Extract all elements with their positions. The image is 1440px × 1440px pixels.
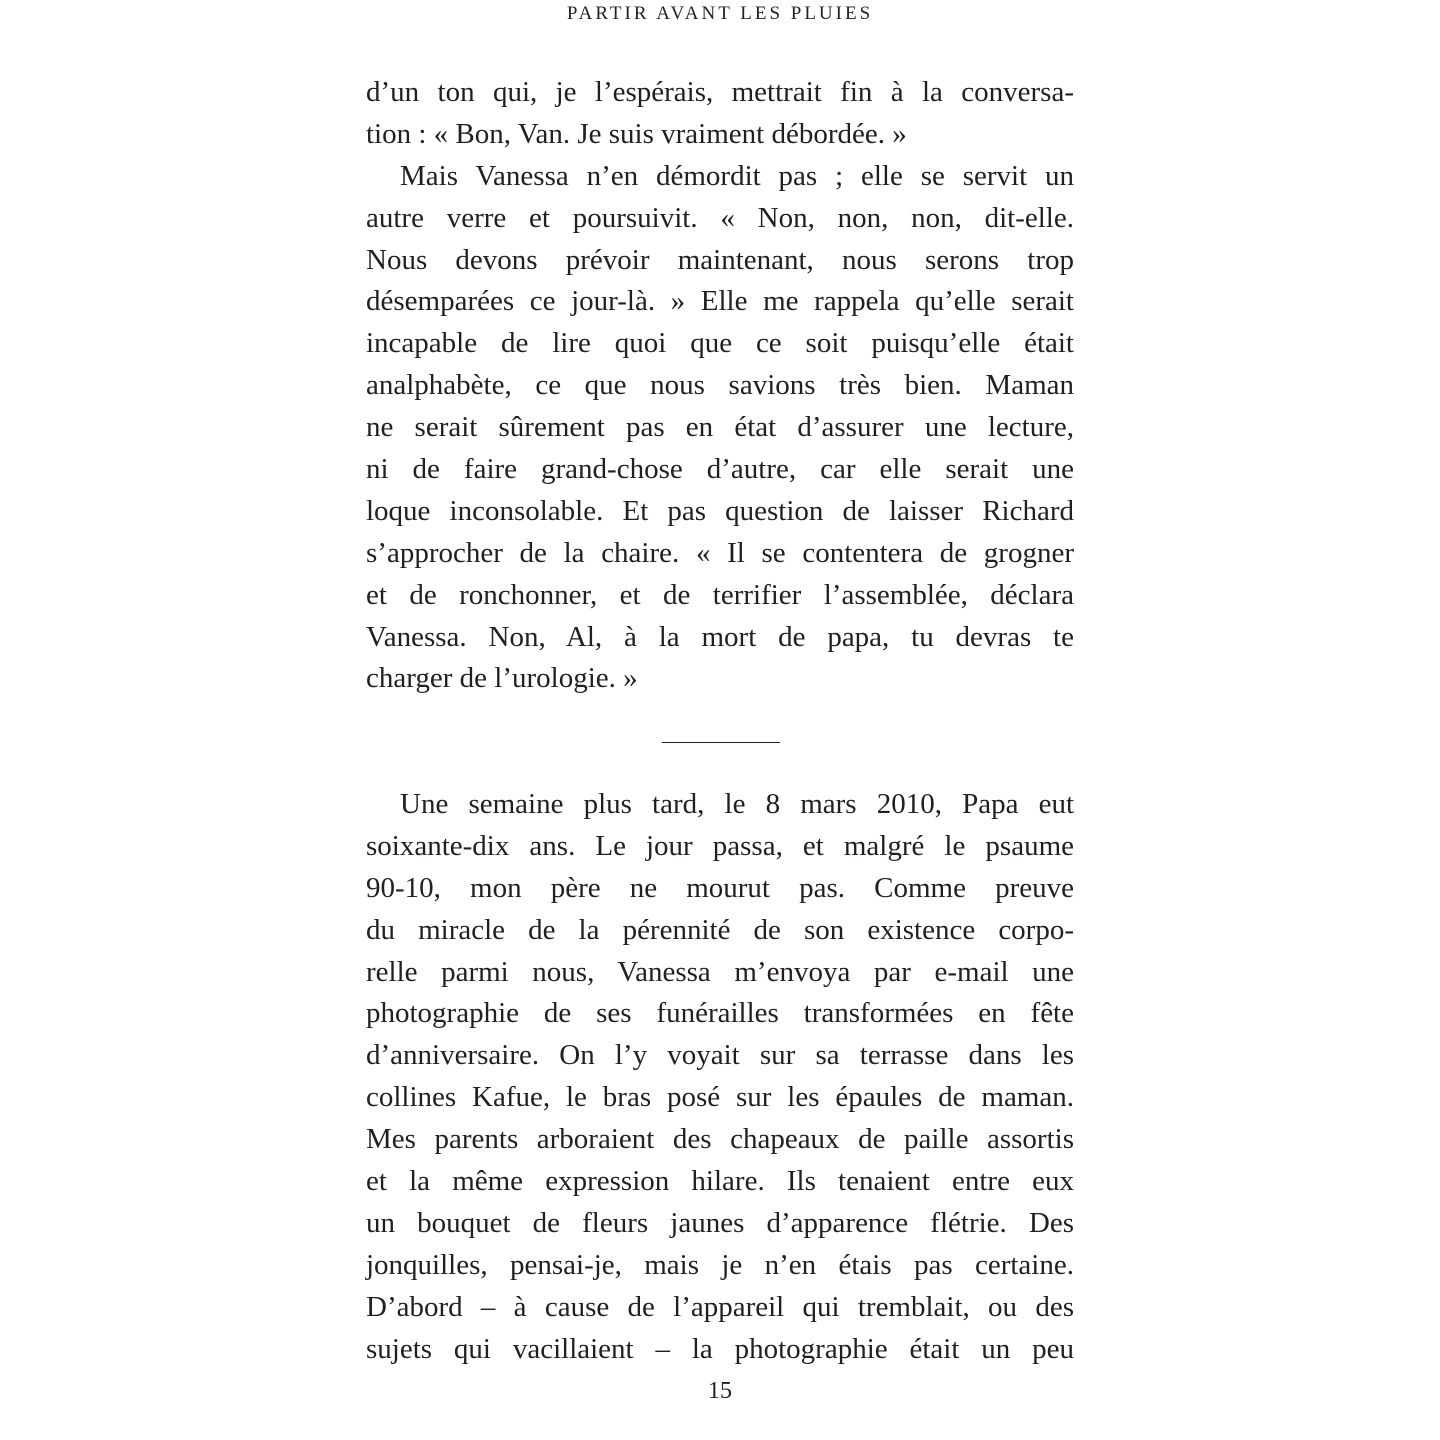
running-head: PARTIR AVANT LES PLUIES	[566, 3, 874, 24]
text-line: Mes parents arboraient des chapeaux de paille assortis	[366, 1123, 1074, 1156]
text-line: ne serait sûrement pas en état d’assurer une lecture,	[366, 411, 1074, 444]
text-line: photographie de ses funérailles transformées en fête	[366, 997, 1074, 1030]
text-line: analphabète, ce que nous savions très bien. Maman	[366, 369, 1074, 402]
text-line: et la même expression hilare. Ils tenaient entre eux	[366, 1165, 1074, 1198]
text-line: un bouquet de fleurs jaunes d’apparence flétrie. Des	[366, 1206, 1074, 1239]
text-line: tion : « Bon, Van. Je suis vraiment débordée. »	[366, 117, 907, 150]
text-line: et de ronchonner, et de terrifier l’assemblée, déclara	[366, 578, 1074, 611]
text-line: Mais Vanessa n’en démordit pas ; elle se servit un	[400, 159, 1074, 192]
text-line: d’un ton qui, je l’espérais, mettrait fin à la conversa-	[366, 76, 1074, 108]
text-line: incapable de lire quoi que ce soit puisqu’elle était	[366, 327, 1074, 360]
text-line: 90-10, mon père ne mourut pas. Comme preuve	[366, 871, 1074, 904]
text-line: loque inconsolable. Et pas question de laisser Richard	[366, 494, 1074, 527]
text-line: du miracle de la pérennité de son existence corpo-	[366, 913, 1074, 946]
text-line: Nous devons prévoir maintenant, nous serons trop	[366, 243, 1074, 276]
text-line: Une semaine plus tard, le 8 mars 2010, Papa eut	[400, 788, 1074, 820]
text-line: désemparées ce jour-là. » Elle me rappela qu’elle serait	[366, 285, 1074, 318]
text-line: d’anniversaire. On l’y voyait sur sa terrasse dans les	[366, 1039, 1074, 1072]
text-line: collines Kafue, le bras posé sur les épaules de maman.	[366, 1081, 1074, 1114]
text-line: soixante-dix ans. Le jour passa, et malgré le psaume	[366, 829, 1074, 862]
text-block-top	[366, 72, 1074, 700]
text-line: Vanessa. Non, Al, à la mort de papa, tu devras te	[366, 620, 1074, 653]
text-line: sujets qui vacillaient – la photographie était un peu	[366, 1332, 1074, 1365]
text-line: ni de faire grand-chose d’autre, car elle serait une	[366, 453, 1074, 486]
text-block-bottom	[366, 784, 1074, 1370]
page-number: 15	[708, 1378, 732, 1404]
text-line: autre verre et poursuivit. « Non, non, non, dit-elle.	[366, 201, 1074, 234]
text-line: jonquilles, pensai-je, mais je n’en étais pas certaine.	[366, 1248, 1074, 1281]
text-line: s’approcher de la chaire. « Il se contentera de grogner	[366, 536, 1074, 569]
section-break-rule	[662, 742, 780, 743]
text-line: relle parmi nous, Vanessa m’envoya par e-mail une	[366, 955, 1074, 988]
text-line: D’abord – à cause de l’appareil qui tremblait, ou des	[366, 1290, 1074, 1323]
text-line: charger de l’urologie. »	[366, 662, 638, 695]
